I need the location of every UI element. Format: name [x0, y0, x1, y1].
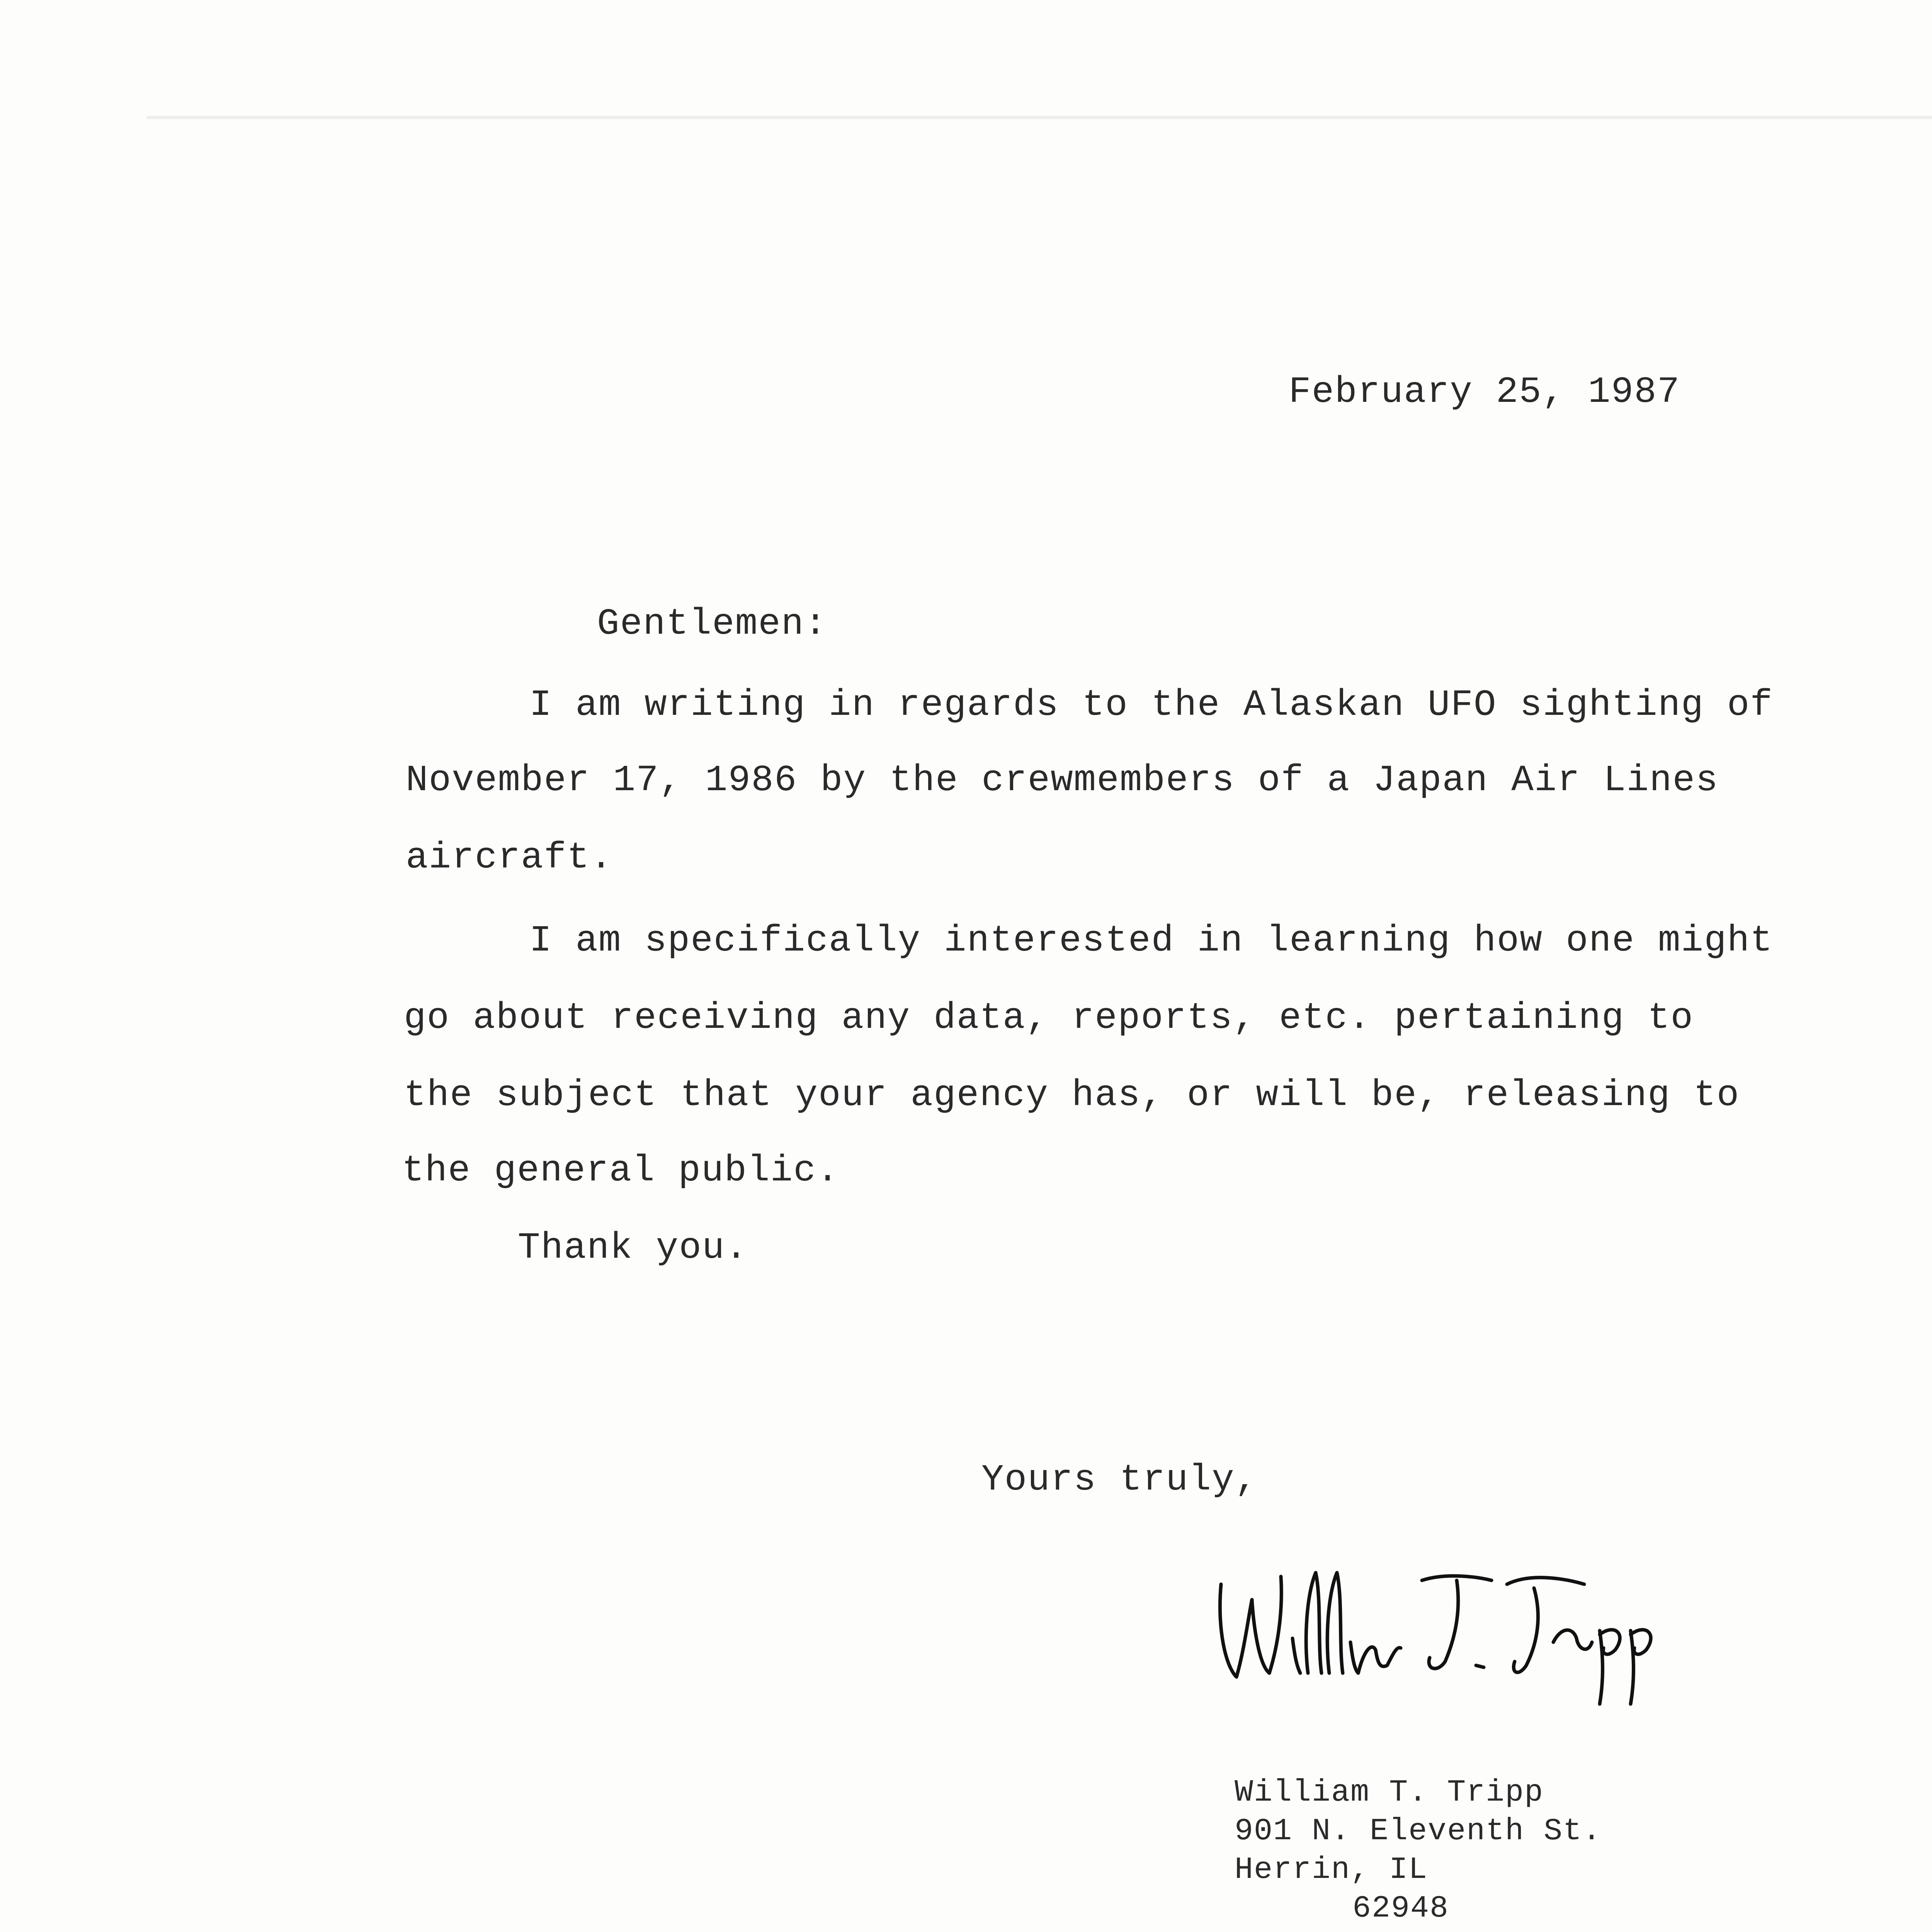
closing-line: Yours truly,: [981, 1459, 1258, 1501]
body-line: I am specifically interested in learning how one might: [529, 920, 1773, 962]
sender-zip: 62948: [1352, 1891, 1449, 1926]
letter-date: February 25, 1987: [1289, 371, 1680, 413]
sender-street: 901 N. Eleventh St.: [1235, 1814, 1602, 1849]
body-line: the subject that your agency has, or will be, releasing to: [404, 1074, 1740, 1116]
handwritten-signature: [1206, 1549, 1685, 1712]
body-line: November 17, 1986 by the crewmembers of a Japan Air Lines: [406, 759, 1719, 801]
body-line: I am writing in regards to the Alaskan UFO sighting of: [529, 684, 1773, 726]
page-edge-top: [147, 116, 1932, 119]
body-line: aircraft.: [406, 837, 613, 879]
thanks-line: Thank you.: [518, 1227, 748, 1269]
sender-name: William T. Tripp: [1235, 1775, 1544, 1810]
body-line: go about receiving any data, reports, etc. pertaining to: [404, 997, 1694, 1039]
salutation: Gentlemen:: [597, 603, 828, 645]
body-line: the general public.: [402, 1150, 840, 1192]
sender-city: Herrin, IL: [1235, 1852, 1428, 1888]
